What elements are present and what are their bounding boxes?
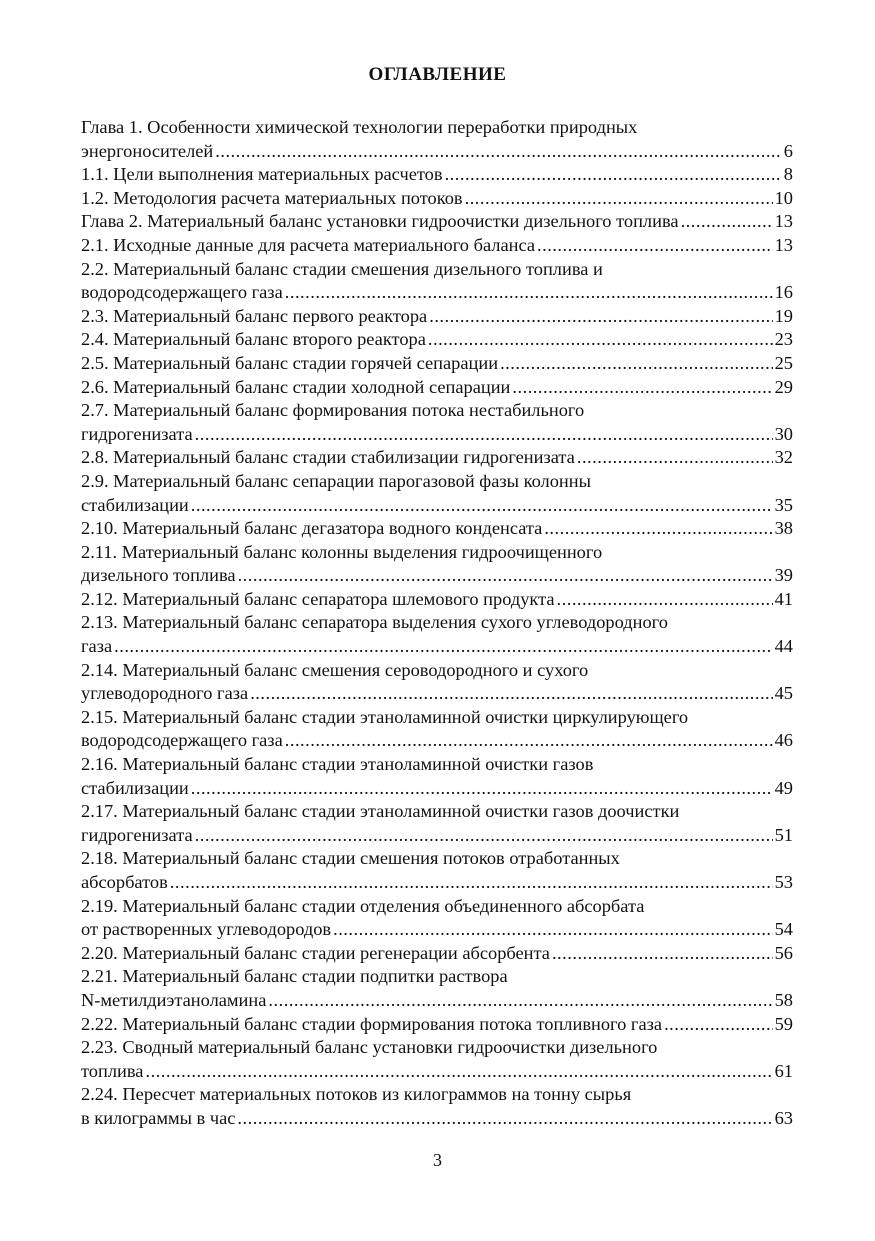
toc-entry-page: 56	[774, 942, 793, 963]
toc-entry	[81, 847, 793, 894]
toc-entry-page: 51	[774, 824, 793, 845]
toc-entry	[81, 116, 793, 163]
toc-entry	[81, 446, 793, 470]
dot-leader	[664, 1013, 773, 1037]
toc-entry	[81, 328, 793, 352]
toc-entry	[81, 376, 793, 400]
toc-entry-text: газа	[81, 636, 113, 657]
dot-leader	[285, 281, 773, 305]
toc-entry-text: 2.23. Сводный материальный баланс установки гидроочистки дизельного	[81, 1037, 658, 1058]
toc-entry-row	[81, 1107, 793, 1131]
toc-entry-row	[81, 729, 793, 753]
toc-entry	[81, 659, 793, 706]
toc-entry-text: стабилизации	[81, 494, 189, 515]
toc-entry-page: 54	[774, 919, 793, 940]
toc-entry-page: 25	[774, 352, 793, 373]
dot-leader	[195, 824, 773, 848]
toc-entry-page: 59	[774, 1013, 793, 1034]
toc-entry-text: топлива	[81, 1060, 144, 1081]
toc-entry-text: водородсодержащего газа	[81, 730, 283, 751]
toc-entry-text: 2.1. Исходные данные для расчета материального баланса	[81, 234, 536, 255]
toc-entry-text: 2.24. Пересчет материальных потоков из килограммов на тонну сырья	[81, 1084, 632, 1105]
toc-entry-page: 8	[783, 164, 793, 185]
toc-entry-text: 2.19. Материальный баланс стадии отделения объединенного абсорбата	[81, 895, 645, 916]
dot-leader	[191, 777, 773, 801]
dot-leader	[170, 871, 773, 895]
toc-entry-text: 2.9. Материальный баланс сепарации парогазовой фазы колонны	[81, 470, 591, 491]
toc-entry	[81, 942, 793, 966]
toc-entry-text: 2.21. Материальный баланс стадии подпитки раствора	[81, 966, 508, 987]
toc-entry-text: 2.13. Материальный баланс сепаратора выделения сухого углеводородного	[81, 612, 668, 633]
toc-entry	[81, 1013, 793, 1037]
toc-entry-text: 2.20. Материальный баланс стадии регенерации абсорбента	[81, 942, 550, 963]
dot-leader	[237, 1107, 772, 1131]
toc-entry-text: углеводородного газа	[81, 683, 249, 704]
toc-entry-page: 53	[774, 872, 793, 892]
toc-entry	[81, 1083, 793, 1130]
toc-entry-text: стабилизации	[81, 777, 189, 798]
toc-entry-text: дизельного топлива	[81, 565, 236, 586]
toc-entry	[81, 163, 793, 187]
toc-entry	[81, 611, 793, 658]
dot-leader	[215, 140, 782, 164]
dot-leader	[445, 163, 782, 187]
toc-entry-row	[81, 446, 793, 470]
toc-entry	[81, 210, 793, 234]
toc-entry	[81, 352, 793, 376]
toc-entry-row	[81, 918, 793, 942]
toc-entry-page: 61	[774, 1060, 793, 1081]
dot-leader	[500, 352, 773, 376]
dot-leader	[238, 564, 773, 588]
toc-entry-text: 2.8. Материальный баланс стадии стабилизации гидрогенизата	[81, 447, 575, 468]
toc-entry	[81, 258, 793, 305]
toc-entry-row	[81, 376, 793, 400]
toc-entry-page: 38	[774, 518, 793, 539]
toc-entry-row	[81, 305, 793, 329]
toc-entry-text: 2.15. Материальный баланс стадии этаноламинной очистки циркулирующего	[81, 706, 689, 727]
toc-entry-row	[81, 328, 793, 352]
toc-entry-text: 2.16. Материальный баланс стадии этаноламинной очистки газов	[81, 754, 594, 775]
toc-entry-row	[81, 163, 793, 187]
toc-entry-page: 13	[774, 234, 793, 255]
toc-entry-page: 46	[774, 730, 793, 751]
toc-entry-row	[81, 352, 793, 376]
toc-entry-text: 2.11. Материальный баланс колонны выделения гидроочищенного	[81, 541, 603, 562]
dot-leader	[681, 210, 773, 234]
toc-entry-page: 58	[774, 989, 793, 1010]
toc-entry	[81, 1036, 793, 1083]
toc-entry-text: Глава 1. Особенности химической технологии переработки природных	[81, 117, 638, 137]
dot-leader	[557, 588, 773, 612]
toc-entry-text: водородсодержащего газа	[81, 282, 283, 303]
toc-entry-page: 44	[774, 636, 793, 657]
toc-entry-row	[81, 234, 793, 258]
toc-entry-text: 2.3. Материальный баланс первого реактора	[81, 305, 428, 326]
toc-entry-text: абсорбатов	[81, 872, 168, 892]
dot-leader	[195, 423, 773, 447]
toc-entry-text: N-метилдиэтаноламина	[81, 989, 267, 1010]
toc-entry-page: 63	[774, 1107, 793, 1128]
dot-leader	[552, 942, 773, 966]
toc-entry	[81, 541, 793, 588]
toc-entry	[81, 965, 793, 1012]
toc-entry	[81, 706, 793, 753]
toc-entry-text: 2.12. Материальный баланс сепаратора шлемового продукта	[81, 588, 555, 609]
toc-entry-page: 16	[774, 282, 793, 303]
toc-entry-page: 49	[774, 777, 793, 798]
dot-leader	[145, 1060, 772, 1084]
toc-entry-page: 10	[774, 187, 793, 208]
toc-entry	[81, 800, 793, 847]
toc-entry-text: 1.2. Методология расчета материальных потоков	[81, 187, 463, 208]
toc-entry-text: 2.10. Материальный баланс дегазатора водного конденсата	[81, 518, 543, 539]
toc-entry-text: в килограммы в час	[81, 1107, 236, 1128]
dot-leader	[429, 305, 772, 329]
toc-entry-page: 23	[774, 329, 793, 350]
toc-entry-text: 2.14. Материальный баланс смешения сероводородного и сухого	[81, 659, 589, 680]
toc-entry-row	[81, 682, 793, 706]
dot-leader	[512, 376, 772, 400]
toc-entry-text: 1.1. Цели выполнения материальных расчетов	[81, 164, 443, 185]
dot-leader	[268, 989, 772, 1013]
toc-entry-text: Глава 2. Материальный баланс установки гидроочистки дизельного топлива	[81, 211, 679, 232]
page-number: 3	[433, 1150, 442, 1170]
toc-entry	[81, 187, 793, 211]
toc-entry	[81, 470, 793, 517]
dot-leader	[465, 187, 773, 211]
dot-leader	[333, 918, 773, 942]
toc-entry-row	[81, 989, 793, 1013]
toc-entry-text: 2.5. Материальный баланс стадии горячей сепарации	[81, 352, 499, 373]
dot-leader	[537, 234, 773, 258]
toc-entry-row	[81, 871, 793, 895]
toc-entry-text: гидрогенизата	[81, 423, 193, 444]
toc-entry-page: 35	[774, 494, 793, 515]
toc-entry-row	[81, 423, 793, 447]
toc-entry	[81, 305, 793, 329]
toc-entry-row	[81, 824, 793, 848]
toc-entry	[81, 517, 793, 541]
toc-entry-text: 2.22. Материальный баланс стадии формирования потока топливного газа	[81, 1013, 663, 1034]
toc-entry-page: 45	[774, 683, 793, 704]
toc-entry-row	[81, 1013, 793, 1037]
toc-entry-page: 6	[783, 140, 793, 161]
toc-entry	[81, 753, 793, 800]
toc-entry-row	[81, 281, 793, 305]
toc-entry-text: 2.4. Материальный баланс второго реактора	[81, 329, 426, 350]
toc-entry	[81, 588, 793, 612]
toc-entry-row	[81, 942, 793, 966]
toc-entry-page: 32	[774, 447, 793, 468]
toc-entry-text: 2.18. Материальный баланс стадии смешения потоков отработанных	[81, 848, 620, 869]
toc-entry-text: 2.6. Материальный баланс стадии холодной сепарации	[81, 376, 511, 397]
toc-entry-text: 2.17. Материальный баланс стадии этаноламинной очистки газов доочистки	[81, 801, 680, 822]
toc-entry-row	[81, 564, 793, 588]
toc-entry-page: 30	[774, 423, 793, 444]
toc-entry-row	[81, 1060, 793, 1084]
dot-leader	[577, 446, 773, 470]
dot-leader	[285, 729, 773, 753]
toc-entry-row	[81, 635, 793, 659]
toc-entry-text: 2.7. Материальный баланс формирования потока нестабильного	[81, 400, 585, 421]
toc-entry-row	[81, 187, 793, 211]
toc-entry-row	[81, 140, 793, 164]
toc-entry-row	[81, 210, 793, 234]
dot-leader	[250, 682, 772, 706]
page-title: ОГЛАВЛЕНИЕ	[368, 64, 507, 85]
dot-leader	[114, 635, 772, 659]
toc-entry	[81, 895, 793, 942]
toc-entry-text: от растворенных углеводородов	[81, 919, 332, 940]
dot-leader	[191, 494, 773, 518]
toc-entry-page: 13	[774, 211, 793, 232]
toc-entry-page: 29	[774, 376, 793, 397]
toc-entry	[81, 399, 793, 446]
toc-entry-page: 19	[774, 305, 793, 326]
table-of-contents	[81, 116, 793, 1131]
toc-entry-row	[81, 517, 793, 541]
toc-entry-text: 2.2. Материальный баланс стадии смешения дизельного топлива и	[81, 258, 603, 279]
dot-leader	[428, 328, 773, 352]
toc-entry-row	[81, 588, 793, 612]
toc-entry-page: 39	[774, 565, 793, 586]
dot-leader	[544, 517, 772, 541]
toc-entry-row	[81, 494, 793, 518]
toc-entry-page: 41	[774, 588, 793, 609]
toc-entry-text: энергоносителей	[81, 140, 214, 161]
toc-entry-row	[81, 777, 793, 801]
toc-entry	[81, 234, 793, 258]
toc-entry-text: гидрогенизата	[81, 824, 193, 845]
